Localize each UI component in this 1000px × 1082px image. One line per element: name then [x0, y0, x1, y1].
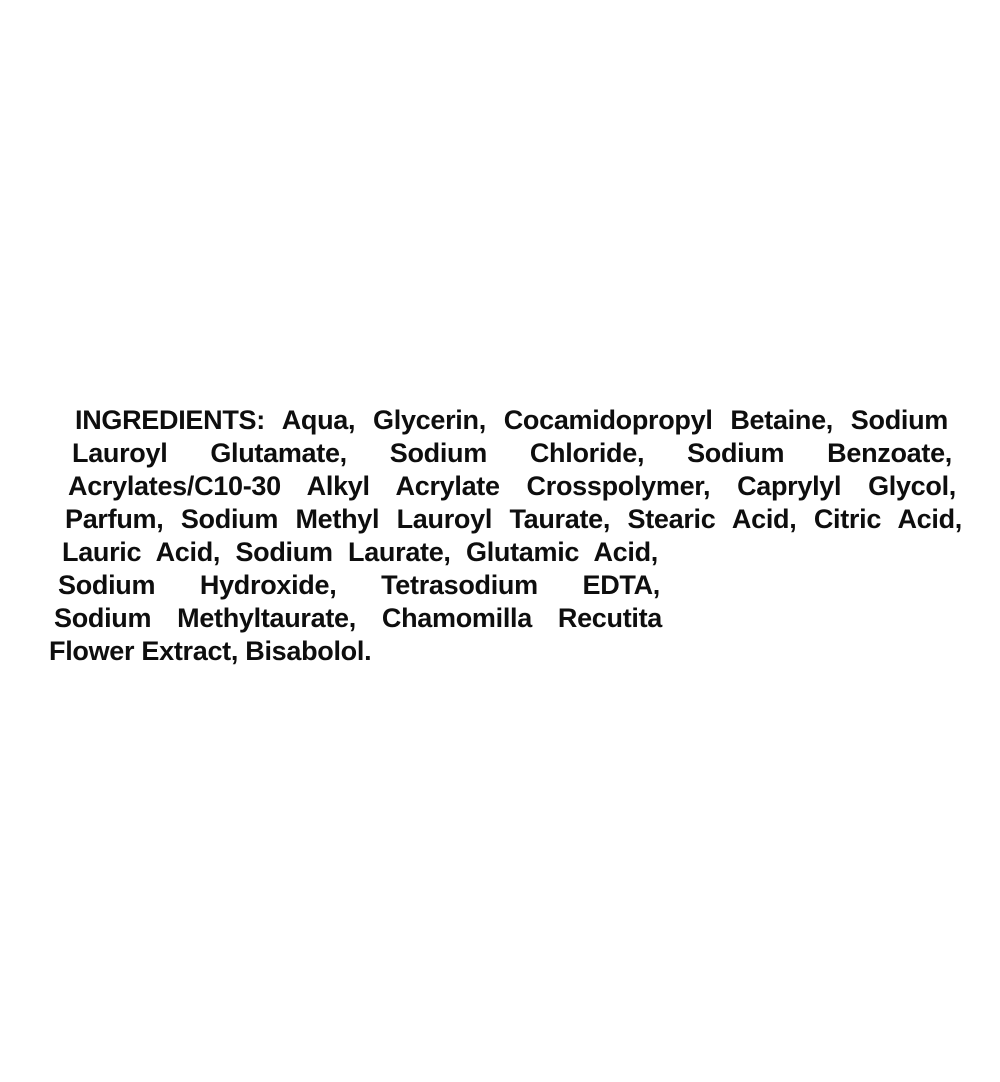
ingredients-line-3: Acrylates/C10-30 Alkyl Acrylate Crosspolymer, Caprylyl Glycol,: [68, 471, 956, 501]
ingredients-paragraph: [0, 404, 1000, 668]
ingredients-line-1: INGREDIENTS: Aqua, Glycerin, Cocamidopropyl Betaine, Sodium: [75, 405, 948, 435]
ingredients-line-6: Sodium Hydroxide, Tetrasodium EDTA,: [58, 570, 660, 600]
ingredients-line-7: Sodium Methyltaurate, Chamomilla Recutita: [54, 603, 662, 633]
ingredients-line-2: Lauroyl Glutamate, Sodium Chloride, Sodium Benzoate,: [72, 438, 952, 468]
ingredients-line-4: Parfum, Sodium Methyl Lauroyl Taurate, Stearic Acid, Citric Acid,: [65, 504, 962, 534]
ingredients-line-5: Lauric Acid, Sodium Laurate, Glutamic Acid,: [62, 537, 658, 567]
ingredients-line-8: Flower Extract, Bisabolol.: [49, 636, 372, 666]
